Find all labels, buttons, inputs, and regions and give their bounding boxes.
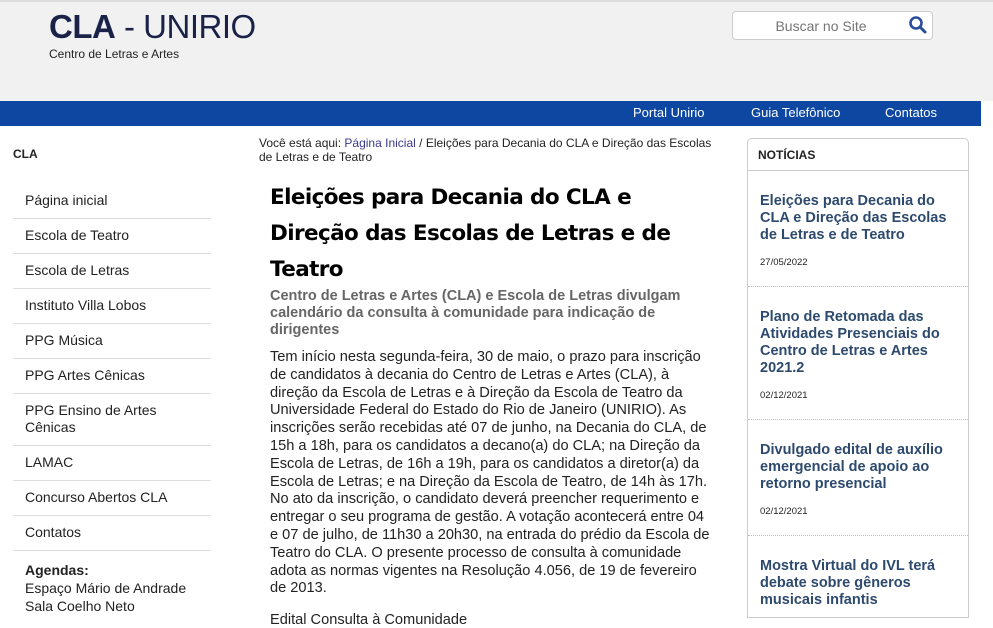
news-link[interactable]: Plano de Retomada das Atividades Presenciais do Centro de Letras e Artes 2021.2 [760,309,940,376]
breadcrumb: Você está aqui: Página Inicial / Eleições para Decania do CLA e Direção das Escolas de Letras e de Teatro [259,136,712,164]
news-link[interactable]: Divulgado edital de auxílio emergencial de apoio ao retorno presencial [760,442,943,492]
sidebar-title: CLA [13,147,38,161]
agendas-label: Agendas: [25,562,89,578]
site-logo[interactable]: CLA - UNIRIO [49,8,256,45]
page-title: Eleições para Decania do CLA e Direção das Escolas de Letras e de Teatro [270,185,671,282]
news-panel [747,138,969,618]
news-date: 02/12/2021 [760,390,808,401]
search-box [732,11,933,40]
tagline: Centro de Letras e Artes [49,47,180,61]
agenda-link[interactable]: Espaço Mário de Andrade [25,580,187,596]
site-header [0,0,993,101]
nav-contatos[interactable]: Contatos [885,105,938,120]
top-nav [0,101,981,126]
search-icon[interactable] [908,15,928,35]
news-item [748,287,968,420]
news-date: 02/12/2021 [760,506,808,517]
edital-link[interactable]: Edital Consulta à Comunidade [270,612,468,628]
breadcrumb-current: Eleições para Decania do CLA e Direção das Escolas de Letras e de Teatro [259,136,712,164]
sidebar-item-pagina-inicial[interactable]: Página inicial [13,184,211,219]
news-item [748,536,968,627]
sidebar-item-villa-lobos[interactable]: Instituto Villa Lobos [13,289,211,324]
nav-guia-telefonico[interactable]: Guia Telefônico [751,105,841,120]
sidebar [13,140,211,615]
sidebar-item-escola-teatro[interactable]: Escola de Teatro [13,219,211,254]
news-title: NOTÍCIAS [748,139,968,171]
search-input[interactable] [741,15,901,37]
nav-portal-unirio[interactable]: Portal Unirio [633,105,705,120]
sidebar-item-ppg-ensino[interactable]: PPG Ensino de Artes Cênicas [13,394,211,446]
breadcrumb-home[interactable]: Página Inicial [344,136,416,150]
news-date: 27/05/2022 [760,257,808,268]
main-content [259,136,719,628]
article-body: Tem início nesta segunda-feira, 30 de maio, o prazo para inscrição de candidatos à decania do Centro de Letras e Artes (CLA), à direção da Escola de Letras e à Direção da Escola de Teatro da Universidade Federal do Estado do Rio de Janeiro (UNIRIO). As inscrições serão recebidas até 07 de junho, na Decania do CLA, de 15h a 18h, para os candidatos a decano(a) do CLA; na Direção da Escola de Letras, de 16h a 19h, para os candidatos a diretor(a) da Escola de Letras; e na Direção da Escola de Teatro, de 14h às 17h. No ato da inscrição, o candidato deverá preencher requerimento e entregar o seu programa de gestão. A votação acontecerá entre 04 e 07 de julho, de 11h30 a 20h30, na entrada do prédio da Escola de Teatro do CLA. O presente processo de consulta à comunidade adota as normas vigentes na Resolução 4.056, de 19 de fevereiro de 2013. [270,349,710,597]
agendas [13,551,211,615]
sidebar-item-ppg-artes-cenicas[interactable]: PPG Artes Cênicas [13,359,211,394]
sidebar-item-ppg-musica[interactable]: PPG Música [13,324,211,359]
sidebar-item-concursos[interactable]: Concurso Abertos CLA [13,481,211,516]
news-item [748,171,968,287]
news-item [748,420,968,536]
news-link[interactable]: Eleições para Decania do CLA e Direção das Escolas de Letras e de Teatro [760,193,947,243]
agenda-link[interactable]: Sala Coelho Neto [25,598,135,614]
sidebar-item-lamac[interactable]: LAMAC [13,446,211,481]
news-link[interactable]: Mostra Virtual do IVL terá debate sobre gêneros musicais infantis [760,558,936,608]
article-subtitle: Centro de Letras e Artes (CLA) e Escola de Letras divulgam calendário da consulta à comunidade para indicação de dirigentes [270,288,681,338]
sidebar-item-contatos[interactable]: Contatos [13,516,211,551]
sidebar-item-escola-letras[interactable]: Escola de Letras [13,254,211,289]
